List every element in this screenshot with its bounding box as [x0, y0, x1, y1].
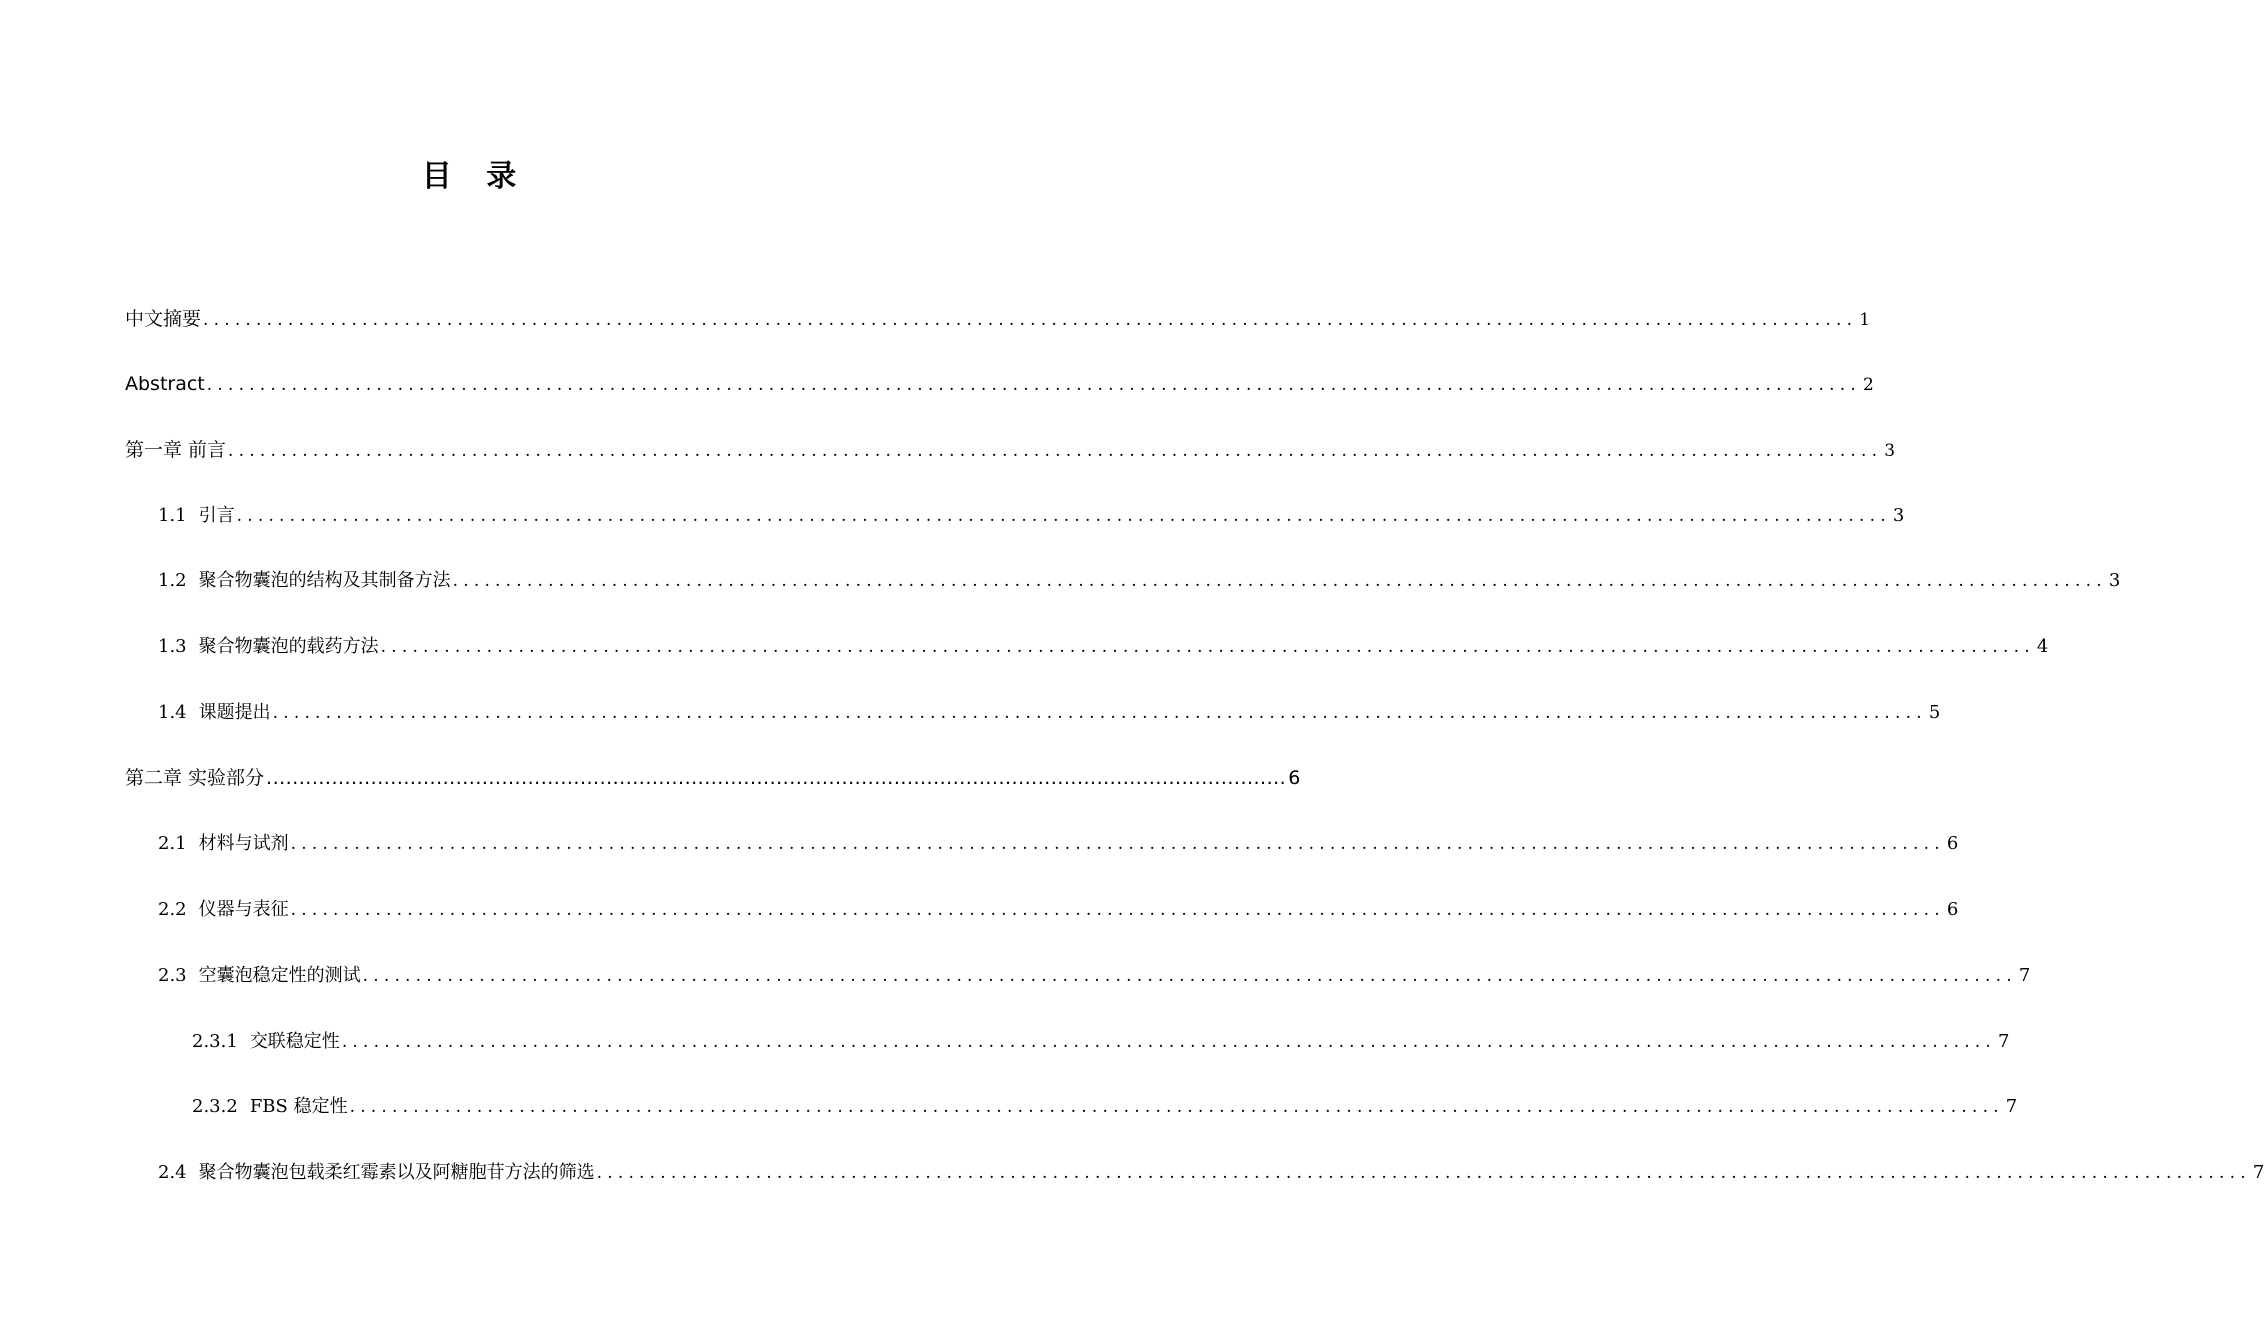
toc-entry-1-2[interactable]: [158, 566, 2121, 596]
toc-entry-2-1[interactable]: [158, 829, 1959, 859]
toc-entry-2-3-1[interactable]: [192, 1027, 2010, 1057]
toc-entry-1-4[interactable]: [158, 698, 1941, 728]
toc-leader-dots: ............................................................................................................................................................: [266, 767, 1287, 789]
toc-page-number: 6: [1288, 767, 1301, 789]
toc-entry-title: 聚合物囊泡的载药方法: [198, 636, 379, 657]
toc-entry-title: 交联稳定性: [249, 1031, 340, 1052]
toc-entry-title: 第一章 前言: [125, 439, 227, 461]
toc-entry-chinese-abstract[interactable]: [125, 304, 1871, 334]
toc-leader-dots: ............................................................................................................................................................: [228, 441, 1883, 461]
toc-page-number: 7: [2252, 1162, 2264, 1183]
toc-page-number: 3: [1884, 441, 1896, 461]
toc-section-number: 1.4: [158, 702, 187, 723]
toc-page-number: 5: [1928, 702, 1941, 723]
toc-leader-dots: ............................................................................................................................................................: [236, 506, 1891, 526]
toc-page-number: 3: [1892, 505, 1905, 526]
toc-section-number: 2.3.1: [192, 1031, 238, 1052]
toc-entry-title: FBS 稳定性: [249, 1096, 348, 1117]
toc-leader-dots: ............................................................................................................................................................: [349, 1097, 2004, 1117]
toc-leader-dots: ............................................................................................................................................................: [341, 1032, 1997, 1052]
toc-page-number: 7: [2018, 965, 2031, 986]
toc-entry-title: 空囊泡稳定性的测试: [198, 965, 361, 986]
toc-section-number: 2.2: [158, 899, 187, 920]
toc-page-number: 3: [2108, 570, 2121, 591]
toc-entry-title: 引言: [198, 505, 235, 526]
toc-entry-1-1[interactable]: [158, 501, 1905, 531]
toc-entry-title: 材料与试剂: [198, 833, 289, 854]
toc-entry-chapter-2[interactable]: [125, 763, 1301, 793]
toc-page-number: 7: [1998, 1031, 2010, 1052]
toc-leader-dots: ............................................................................................................................................................: [290, 900, 1945, 920]
toc-entry-title: Abstract: [125, 373, 205, 395]
toc-entry-abstract[interactable]: [125, 369, 1874, 399]
toc-section-number: 2.4: [158, 1162, 187, 1183]
toc-leader-dots: ............................................................................................................................................................: [203, 310, 1858, 330]
toc-leader-dots: ............................................................................................................................................................: [380, 637, 2035, 657]
toc-section-number: 1.3: [158, 636, 187, 657]
toc-section-number: 2.3: [158, 965, 187, 986]
toc-page-number: 6: [1946, 899, 1959, 920]
toc-section-number: 2.1: [158, 833, 187, 854]
toc-entry-2-3-2[interactable]: [192, 1092, 2018, 1122]
toc-entry-title: 中文摘要: [125, 308, 202, 330]
toc-leader-dots: ............................................................................................................................................................: [272, 703, 1927, 723]
toc-page-number: 7: [2005, 1096, 2018, 1117]
toc-entry-title: 聚合物囊泡包载柔红霉素以及阿糖胞苷方法的筛选: [198, 1162, 595, 1183]
toc-page-number: 1: [1859, 310, 1871, 330]
toc-section-number: 1.2: [158, 570, 187, 591]
toc-entry-2-2[interactable]: [158, 895, 1959, 925]
toc-entry-title: 仪器与表征: [198, 899, 289, 920]
toc-page-number: 6: [1946, 833, 1959, 854]
toc-entry-title: 第二章 实验部分: [125, 767, 265, 789]
toc-entry-title: 聚合物囊泡的结构及其制备方法: [198, 570, 451, 591]
toc-entry-chapter-1[interactable]: [125, 435, 1896, 465]
toc-entry-1-3[interactable]: [158, 632, 2049, 662]
toc-leader-dots: ............................................................................................................................................................: [290, 834, 1945, 854]
toc-page-number: 2: [1862, 375, 1874, 395]
toc-leader-dots: ............................................................................................................................................................: [206, 375, 1861, 395]
toc-leader-dots: ............................................................................................................................................................: [362, 966, 2017, 986]
toc-entry-title: 课题提出: [198, 702, 271, 723]
toc-entry-2-4[interactable]: [158, 1158, 2264, 1188]
toc-section-number: 1.1: [158, 505, 187, 526]
toc-entry-2-3[interactable]: [158, 961, 2031, 991]
toc-leader-dots: ............................................................................................................................................................: [596, 1163, 2251, 1183]
toc-page-number: 4: [2036, 636, 2049, 657]
toc-section-number: 2.3.2: [192, 1096, 238, 1117]
toc-leader-dots: ............................................................................................................................................................: [452, 571, 2107, 591]
page-title: 目 录: [421, 159, 529, 194]
